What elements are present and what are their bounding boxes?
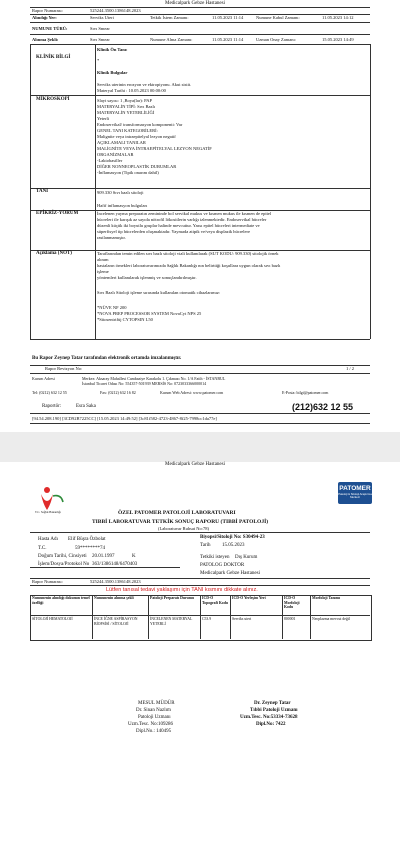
aciklama-line: işleme bbox=[97, 269, 109, 274]
numune-turu: Sıvı Smear bbox=[90, 26, 110, 31]
tani-label: TANI bbox=[36, 189, 49, 194]
islem-label: İşlem/Dosya/Protokol No bbox=[38, 562, 90, 567]
hospital-title: Medicalpark Gebze Hastanesi bbox=[165, 1, 225, 6]
epikriz-label: EPİKRİZ-YORUM bbox=[36, 211, 79, 216]
klinik-bulgular-2: Materyal Tarihi : 10.05.2023 00:00:00 bbox=[97, 88, 166, 93]
mikroskopi-line: -Laktobasiller bbox=[97, 158, 123, 163]
mikroskopi-line: Endoservikal/ transformasyon komponenti: Var bbox=[97, 122, 183, 127]
aciklama-line: *Sitosentrifüj CYTOPSIN L50 bbox=[97, 317, 153, 322]
tarih: 15.05.2023 bbox=[222, 543, 245, 548]
aciklama-line: alınım bbox=[97, 257, 109, 262]
dogum-label: Doğum Tarihi, Cinsiyeti bbox=[38, 554, 87, 559]
ministry-logo-text: T.C. Sağlık Bakanlığı bbox=[35, 510, 61, 514]
rapor-numarasi-label: Rapor Numarası: bbox=[32, 579, 63, 584]
tetkik-istem-label: Tetkik İstem Zamanı: bbox=[150, 15, 189, 20]
page-number: 1 / 2 bbox=[346, 366, 355, 371]
left-sign-line: Patoloji Uzmanı bbox=[138, 715, 171, 720]
table-cell: İNCE İĞNE ASPİRASYON BİOPSİSİ / SİTOLOJİ bbox=[94, 617, 138, 626]
aciklama-line: yöntemleri kullanılarak işlenmiş ve sonuçlandırılmıştır. bbox=[97, 275, 197, 280]
big-phone: (212)632 12 55 bbox=[292, 402, 354, 412]
table-cell: SİTOLOJİ HEMATOLOJİ bbox=[32, 617, 73, 621]
numune-kabul: 11.05.2023 14:12 bbox=[322, 15, 354, 20]
patomer-logo-text: PATOMER bbox=[339, 485, 371, 492]
aciklama-line: hastaların örnekleri laboratuvarımızda Sağlık Bakanlığı nın belirttiği koşullara uygun olarak sıvı bazlı bbox=[97, 263, 281, 268]
ministry-logo bbox=[33, 482, 73, 516]
rapor-revizyon: Rapor Revizyon No: bbox=[45, 366, 83, 371]
mikroskopi-line: DİĞER NONNEOPLASTİK DURUMLAR bbox=[97, 164, 177, 169]
epikriz-line: düzenli küçük iki boyutlu gruplar halinde mevcuttur. Yassı epitel hücreleri intermediate ve bbox=[97, 223, 260, 228]
tetkik-istem: 11.05.2023 11:14 bbox=[212, 15, 244, 20]
klinik-on-tani-label: Klinik Ön Tanı: bbox=[97, 47, 128, 52]
table-cell: İNCELENEN MATERYAL YETERLİ bbox=[150, 617, 193, 626]
report-page-1 bbox=[0, 0, 400, 432]
patomer-logo-sub: Patoloji & Sitoloji Araştırma Merkezi bbox=[338, 492, 372, 499]
left-sign-line: Dr. Sinan Nazlım bbox=[136, 708, 171, 713]
dogum: 20.01.1997 bbox=[92, 554, 115, 559]
klinik-bilgi-label: KLİNİK BİLGİ bbox=[36, 55, 71, 60]
patoloji-doktor: PATOLOG DOKTOR bbox=[200, 563, 245, 568]
mikroskopi-line: ORGANİZMALAR bbox=[97, 152, 134, 157]
mikroskopi-line: MALİGNİTE VEYA İNTRAEPİTELYAL LEZYON NEGATİF bbox=[97, 146, 212, 151]
mikroskopi-line: Slayt sayısı: 1 ,Boya(lar): PAP bbox=[97, 98, 152, 103]
table-header: Morfoloji Tanımı bbox=[312, 596, 340, 600]
table-header: Numunenin alınma şekli bbox=[94, 596, 134, 600]
lab-title: ÖZEL PATOMER PATOLOJİ LABORATUVARI bbox=[118, 510, 236, 516]
uzman-onay: 15.05.2023 14:49 bbox=[322, 37, 354, 42]
tc: 59********74 bbox=[75, 546, 105, 551]
right-sign-line: Tıbbi Patoloji Uzmanı bbox=[250, 708, 298, 713]
hasta-label: Hasta Adı bbox=[38, 537, 58, 542]
cinsiyet: K bbox=[132, 554, 136, 559]
table-cell: C53.9 bbox=[202, 617, 212, 621]
mikroskopi-line: MATERYALİN YETERLİLİĞİ bbox=[97, 110, 155, 115]
numune-alma: 11.05.2023 11:14 bbox=[212, 37, 244, 42]
right-sign-line: Uzm.Tesc. No:53334-73628 bbox=[240, 715, 298, 720]
table-header: Patoloji Preparatı Durumu bbox=[150, 596, 195, 600]
aciklama-line: *NOVA PREP PROCESSOR SYSTEM NovaCyt NPS 25 bbox=[97, 311, 202, 316]
mikroskopi-line: -İnflamasyon (Tipik onarım dahil) bbox=[97, 170, 159, 175]
klinik-on-tani: * bbox=[97, 58, 100, 63]
numune-turu-label: NUMUNE TÜRÜ: bbox=[32, 26, 68, 31]
raportor: Esra Saka bbox=[76, 404, 96, 409]
tani-line: 909.330 Sıvı bazlı sitoloji bbox=[97, 190, 144, 195]
left-sign-line: Uzm.Tesc. No:109286 bbox=[128, 722, 174, 727]
alindigi-yer-label: Alındığı Yer: bbox=[32, 15, 57, 20]
numune-kabul-label: Numune Kabul Zamanı: bbox=[256, 15, 300, 20]
table-cell: Neoplazma mevcut değil bbox=[312, 617, 350, 621]
epikriz-line: süperfisyel tip hücrelerden oluşmaktadır. Yaymada atipik ve/veya displazik hücrelere bbox=[97, 229, 250, 234]
alindigi-yer: Serviks Uteri bbox=[90, 15, 114, 20]
uzman-onay-label: Uzman Onay Zamanı: bbox=[256, 37, 296, 42]
fax: Fax: (0212) 632 16 82 bbox=[100, 390, 136, 395]
left-sign-line: Dipl.No.: 140495 bbox=[136, 729, 172, 734]
hospital-title: Medicalpark Gebze Hastanesi bbox=[165, 462, 225, 467]
table-header: ICD-O Morfoloji Kodu bbox=[284, 596, 300, 610]
table-header: Numunenin alındığı dokunun temel özelliği bbox=[32, 596, 90, 605]
tani-warning: Lütfen tanısal tedavi yaklaşımı için TANI kısmını dikkate alınız. bbox=[106, 587, 258, 593]
left-sign-line: MESUL MÜDÜR bbox=[138, 701, 175, 706]
web-address: Kurum Web Adresi: www.patomer.com bbox=[160, 390, 224, 395]
tani-line: Hafif inflamasyon bulguları bbox=[97, 203, 148, 208]
mikroskopi-label: MİKROSKOPİ bbox=[36, 97, 70, 102]
raportor-label: Raportör: bbox=[42, 404, 62, 409]
klinik-bulgular-label: Klinik Bulgular bbox=[97, 70, 128, 75]
aciklama-line: Taraflarından temin edilen sıvı bazlı sitoloji viali kullanılarak (SUT KODU: 909.330) sitolojik örnek bbox=[97, 251, 279, 256]
right-sign-line: Dr. Zeynep Tatar bbox=[254, 701, 291, 706]
tetkiki-isteyen: Dış Kurum bbox=[235, 555, 258, 560]
report-title: TIBBİ LABORATUVAR TETKİK SONUÇ RAPORU (TIBBİ PATOLOJİ) bbox=[92, 519, 269, 525]
klinik-bulgular-1: Serviks uterinin erozyon ve ektropiyonu. Akut sistit. bbox=[97, 82, 192, 87]
mikroskopi-line: GENEL TANI KATEGORİLERİ: bbox=[97, 128, 158, 133]
rapor-numarasi: 525244.3500.1386148.2023 bbox=[90, 8, 141, 13]
alinma-sekli-label: Alınma Şekli: bbox=[32, 37, 59, 42]
aciklama-line: Sıvı Bazlı Sitoloji işleme sırasında kullanılan otomatik cihazlarımız: bbox=[97, 290, 221, 295]
mikroskopi-line: Malignite veya intraepitelyal lezyon negatif bbox=[97, 134, 176, 139]
patomer-logo bbox=[338, 482, 372, 504]
footer-trace-id: [94.54.208.190] [3CD92B7225CC] [15.05.2023 14:49:52] [3c81f582-4723-4867-8f25-7998cc1da77e] bbox=[32, 416, 217, 421]
tetkiki-isteyen-label: Tetkiki isteyen bbox=[200, 555, 230, 560]
tarih-label: Tarih bbox=[200, 543, 211, 548]
ruhsat: (Laboratuvar Ruhsat No:78) bbox=[158, 526, 209, 531]
hasta-adi: Elif Büşra Özbolat bbox=[68, 537, 106, 542]
islem: 363/1386148/6470403 bbox=[92, 562, 138, 567]
table-header: ICD-O Yerleşim Yeri bbox=[232, 596, 266, 600]
mikroskopi-line: MATERYALİN TİPİ: Sıvı Bazlı bbox=[97, 104, 156, 109]
mikroskopi-line: Yeterli bbox=[97, 116, 110, 121]
alinma-sekli: Sıvı Smear bbox=[90, 37, 110, 42]
epikriz-line: hücreleri ile karışık az sayıda nötrofil lökositlerin varlığı izlenmektedir. Endoservikal hücreler bbox=[97, 217, 267, 222]
kurum-adresi-label: Kurum Adresi bbox=[32, 376, 55, 381]
rapor-numarasi: 525244.3500.1386148.2023 bbox=[90, 579, 141, 584]
medicalpark: Medicalpark Gebze Hastanesi bbox=[200, 571, 260, 576]
table-header: ICD-O Topografi Kodu bbox=[202, 596, 228, 605]
aciklama-line: *NÜVE NF 200 bbox=[97, 305, 127, 310]
page-gap bbox=[0, 432, 400, 462]
table-cell: 800001 bbox=[284, 617, 296, 621]
kurum-adresi-2: İstanbul Ticaret Odası No: 554357-501939 MERSİS No: 0723033366000014 bbox=[82, 381, 207, 386]
numune-alma-label: Numune Alma Zamanı: bbox=[150, 37, 193, 42]
mikroskopi-line: AÇIKLAMALI TANILAR bbox=[97, 140, 146, 145]
right-sign-line: Dipl.No: 7422 bbox=[256, 722, 286, 727]
table-cell: Serviks uteri bbox=[232, 617, 252, 621]
biyopsi-no: Biyopsi/Sitoloji No: S30494-23 bbox=[200, 535, 265, 540]
report-page-2 bbox=[0, 462, 400, 866]
kurum-adresi-1: Merkez: Aksaray Mahallesi Cambaziye Karakolu 1. Çıkmazı No. 1/A Fatih - İSTANBUL bbox=[82, 376, 226, 381]
epikriz-line: İncelenen yayma preparatın zemininde bol servikal mukus ve kısmen mukus ile kısmen de epitel bbox=[97, 211, 272, 216]
aciklama-label: Açıklama (NOT) bbox=[36, 251, 72, 256]
email: E-Posta: bilgi@patomer.com bbox=[282, 390, 329, 395]
electronic-signature-note: Bu Rapor Zeynep Tatar tarafından elektronik ortamda imzalanmıştır. bbox=[32, 356, 182, 361]
tel: Tel: (0212) 632 12 55 bbox=[32, 390, 67, 395]
tc-label: T.C. bbox=[38, 546, 47, 551]
epikriz-line: rastlanmamıştır. bbox=[97, 235, 126, 240]
rapor-numarasi-label: Rapor Numarası: bbox=[32, 8, 63, 13]
